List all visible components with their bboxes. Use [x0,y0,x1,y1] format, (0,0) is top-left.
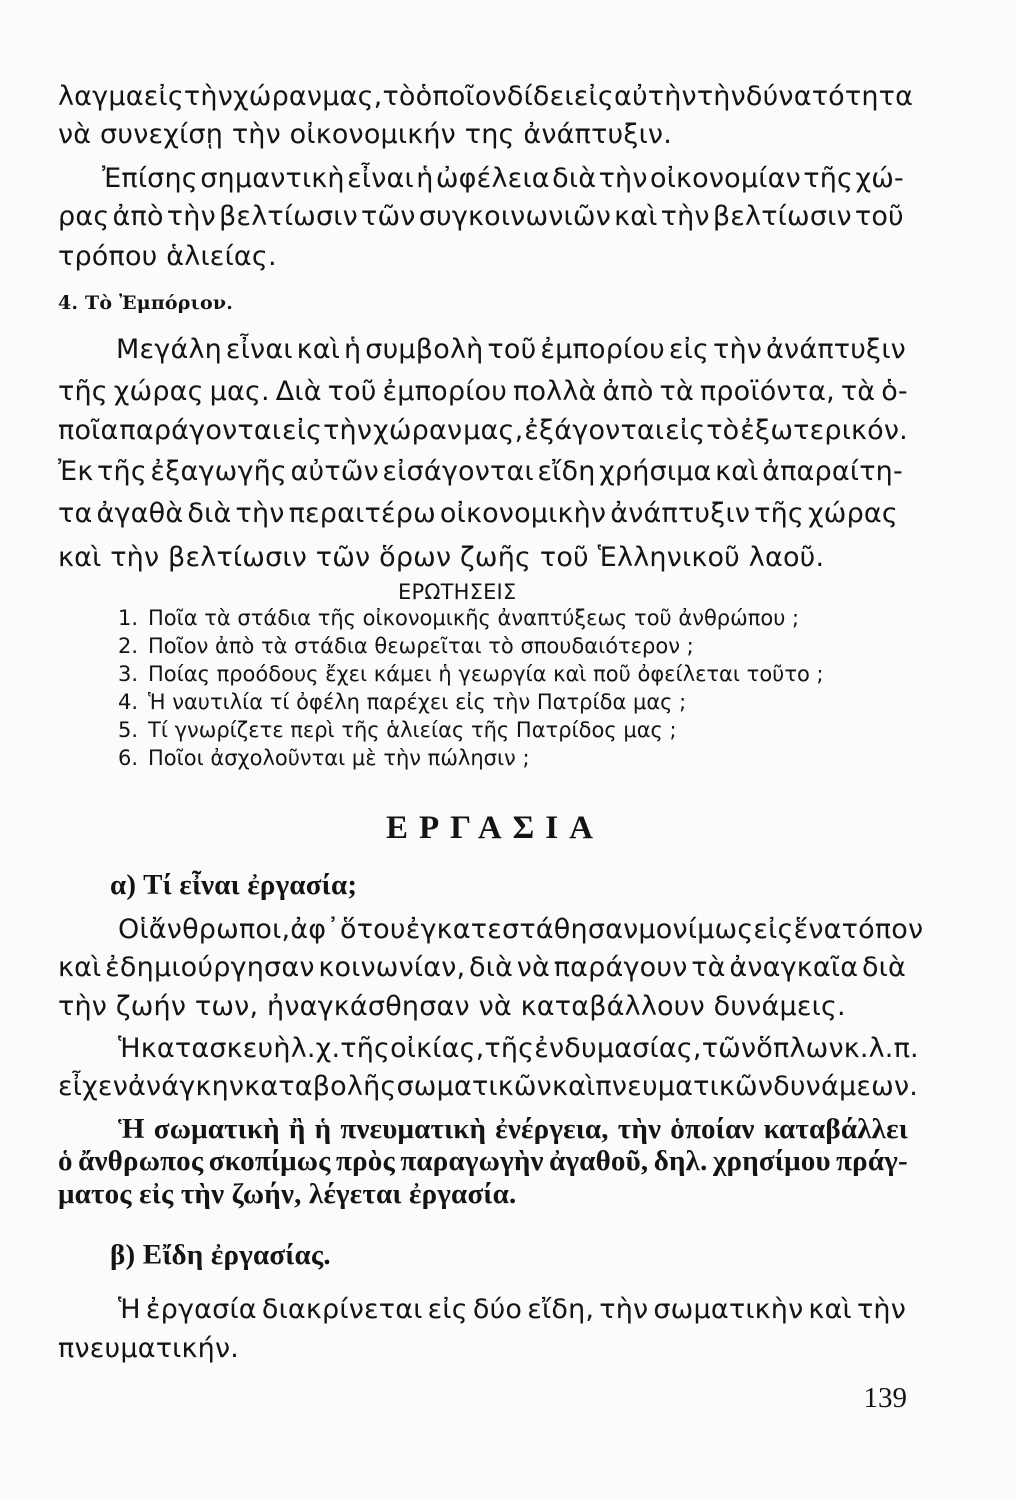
word: τῆς [484,1033,535,1064]
word: ὅτου [339,914,406,945]
word: χρησίμου [712,1145,831,1177]
word: τὴν [617,1113,662,1145]
word: τοῦ [327,376,377,407]
text-line [116,333,906,367]
word: τὴν [323,415,373,446]
word: ἡ [344,334,362,365]
word: ἐδημιούργησαν [105,952,315,983]
text-line [58,375,908,409]
word: περαιτέρω [288,498,436,529]
word: προϊόντα, [699,376,835,407]
word: Μεγάλη [116,334,222,365]
word: διακρίνεται [261,1294,423,1325]
word: τὰ [840,376,876,407]
word: δηλ. [653,1145,708,1177]
word: τῆς [97,456,147,487]
word: οἰκίας, [390,1033,485,1064]
word: δυνάμεων. [773,1071,919,1102]
word: ὁποῖον [415,81,507,112]
text-line [102,162,904,196]
word: Ἡ [118,1033,141,1064]
word: δύνατότητα [745,81,914,112]
definition-line: ματος εἰς τὴν ζωήν, λέγεται ἐργασία. [58,1178,517,1210]
word: ἐγκατεστάθησαν [405,914,639,945]
word: οἰκονομικὴν [439,498,607,529]
word: αὐτὴν [613,81,697,112]
word: παραγωγὴν [400,1145,544,1177]
word: νὰ [516,952,551,983]
text-line [58,1070,919,1104]
word: πολλὰ [512,376,597,407]
definition-line [58,1144,908,1178]
word: παράγονται [119,415,282,446]
word: μας, [322,81,383,112]
word: τῆς [754,498,804,529]
word: δίδει [506,81,574,112]
word: εἴδη, [527,1294,595,1325]
word: τοῦ [854,201,904,232]
word: χώ- [855,163,904,194]
word: σωματικῶν [396,1071,552,1102]
word: καταβάλλει [763,1113,908,1145]
subheading-b: β) Εἴδη ἐργασίας. [110,1239,331,1271]
word: διὰ [468,952,514,983]
text-line: πνευματικήν. [58,1333,240,1364]
word: μας, [463,415,524,446]
word: συμβολὴ [365,334,484,365]
word: ἀγαθὰ [96,498,184,529]
word: ὅπλων [756,1033,844,1064]
word: τῆς [58,376,108,407]
questions-title: ΕΡΩΤΗΣΕΙΣ [398,580,517,604]
word: καὶ [551,1071,596,1102]
word: ἄνθρωποι, [148,914,291,945]
text-line: τὴν ζωήν των, ἠναγκάσθησαν νὰ καταβάλλουν δυνάμεις. [58,991,846,1022]
word: ἀπὸ [602,376,654,407]
word: ὁποίαν [670,1113,755,1145]
word: τῶν [701,1033,757,1064]
word: σωματικὴ [153,1113,280,1145]
word: πράγ- [836,1145,908,1177]
word: μας. [209,376,270,407]
word: ἐξαγωγῆς [150,456,287,487]
word: ὁ- [881,376,908,407]
word: κ.λ.π. [843,1033,919,1064]
word: καὶ [58,952,102,983]
word: πνευματικὴ [340,1113,487,1145]
word: Οἱ [118,914,149,945]
word: βελτίωσιν [712,201,852,232]
text-line [118,913,924,947]
section-heading: 4. Τὸ Ἐμπόριον. [58,292,234,314]
word: διὰ [187,498,232,529]
word: τὴν [598,163,648,194]
word: εἶναι [225,334,293,365]
word: τα [58,498,93,529]
word: κατασκευὴ [140,1033,291,1064]
question-item: 6. Ποῖοι ἀσχολοῦνται μὲ τὴν πώλησιν ; [118,746,530,770]
word: διὰ [552,163,597,194]
word: ἐμπορίου [540,334,665,365]
text-line: καὶ τὴν βελτίωσιν τῶν ὅρων ζωῆς τοῦ Ἑλληνικοῦ λαοῦ. [58,542,825,573]
word: τόπον [841,914,924,945]
word: τὴν [696,81,746,112]
word: ἐξάγονται [524,415,665,446]
word: ἀναγκαῖα [729,952,859,983]
word: χρήσιμα [599,456,712,487]
word: ἐνέργεια, [495,1113,609,1145]
word: εἶναι [347,163,414,194]
word: εἰς [427,1294,468,1325]
word: τὴν [235,498,285,529]
word: εἰς [753,914,794,945]
word: ἀφ᾽ [290,914,340,945]
word: ὠφέλεια [435,163,550,194]
word: ἡ [416,163,434,194]
word: Ἡ [118,1294,141,1325]
word: Διὰ [275,376,322,407]
word: τῶν [361,201,416,232]
word: χώρας [807,498,898,529]
word: ἕνα [793,914,842,945]
word: οἰκονομίαν [650,163,801,194]
word: χώραν [232,81,323,112]
word: μονίμως [638,914,754,945]
word: ἀπαραίτη- [762,456,903,487]
word: εἰσάγονται [382,456,534,487]
word: εἰς [282,415,323,446]
word: ποῖα [58,415,119,446]
word: καὶ [296,334,341,365]
word: Ἐκ [58,456,94,487]
word: διὰ [861,952,906,983]
word: τὰ [659,376,694,407]
word: ἀγαθοῦ, [549,1145,649,1177]
word: σκοπίμως [208,1145,331,1177]
word: πνευματικῶν [595,1071,774,1102]
subheading-a: α) Τί εἶναι ἐργασία; [110,869,358,901]
word: καὶ [715,456,759,487]
word: τὸ [706,415,740,446]
word: σημαντικὴ [200,163,345,194]
chapter-title: ΕΡΓΑΣΙΑ [386,810,604,846]
word: εἰς [143,81,184,112]
word: τὴν [599,1294,649,1325]
word: ἐνδυμασίας, [534,1033,702,1064]
word: τοῦ [487,334,537,365]
word: συγκοινωνιῶν [418,201,611,232]
page-number: 139 [863,1382,907,1414]
word: παράγουν [553,952,688,983]
word: ἀνάπτυξιν [610,498,751,529]
word: εἶχεν [58,1071,129,1102]
word: ἀνάγκην [128,1071,245,1102]
question-item: 2. Ποῖον ἀπὸ τὰ στάδια θεωρεῖται τὸ σπουδαιότερον ; [118,634,694,658]
text-line: νὰ συνεχίσῃ τὴν οἰκονομικήν της ἀνάπτυξιν. [58,119,673,150]
word: βελτίωσιν [218,201,358,232]
word: ἐμπορίου [382,376,508,407]
word: καὶ [614,201,658,232]
word: τὰ [691,952,726,983]
word: κοινωνίαν, [318,952,466,983]
text-line [58,497,898,531]
word: εἰς [665,415,706,446]
word: αὐτῶν [290,456,379,487]
word: τὸ [382,81,416,112]
word: ἐξωτερικόν. [740,415,908,446]
word: τῆς [340,1033,391,1064]
word: ἡ [314,1113,332,1145]
word: εἰς [573,81,614,112]
word: τὴν [660,201,710,232]
text-line [58,951,906,985]
word: ἄνθρωπος [78,1145,204,1177]
word: δύο [472,1294,523,1325]
word: τὴν [713,334,763,365]
text-line [58,414,908,448]
question-item: 5. Τί γνωρίζετε περὶ τῆς ἁλιείας τῆς Πατρίδος μας ; [118,718,677,742]
text-line: τρόπου ἁλιείας. [58,241,277,272]
word: τὴν [183,81,233,112]
text-line [58,455,903,489]
word: Ἡ [118,1113,145,1145]
word: εἴδη [537,456,596,487]
word: λαγμα [58,81,144,112]
word: καὶ [808,1294,852,1325]
text-line [58,200,904,234]
definition-line [118,1112,908,1146]
word: ἐργασία [145,1294,257,1325]
question-item: 1. Ποῖα τὰ στάδια τῆς οἰκονομικῆς ἀναπτύξεως τοῦ ἀνθρώπου ; [118,606,800,630]
word: ὁ [58,1145,73,1177]
word: χώραν [373,415,463,446]
word: καταβολῆς [244,1071,397,1102]
word: χώρας [113,376,204,407]
word: τὴν [166,201,216,232]
word: Ἐπίσης [102,163,198,194]
text-line [58,80,914,114]
word: τὴν [856,1294,906,1325]
text-line [118,1293,906,1327]
question-item: 4. Ἡ ναυτιλία τί ὀφέλη παρέχει εἰς τὴν Πατρίδα μας ; [118,690,687,714]
word: τῆς [803,163,854,194]
word: σωματικὴν [653,1294,804,1325]
word: λ.χ. [290,1033,341,1064]
word: ρας [58,201,110,232]
word: ἀπὸ [112,201,164,232]
word: εἰς [668,334,710,365]
question-item: 3. Ποίας προόδους ἔχει κάμει ἡ γεωργία καὶ ποῦ ὀφείλεται τοῦτο ; [118,662,824,686]
text-line [118,1032,919,1066]
word: πρὸς [335,1145,395,1177]
word: ἢ [288,1113,306,1145]
word: ἀνάπτυξιν [766,334,906,365]
